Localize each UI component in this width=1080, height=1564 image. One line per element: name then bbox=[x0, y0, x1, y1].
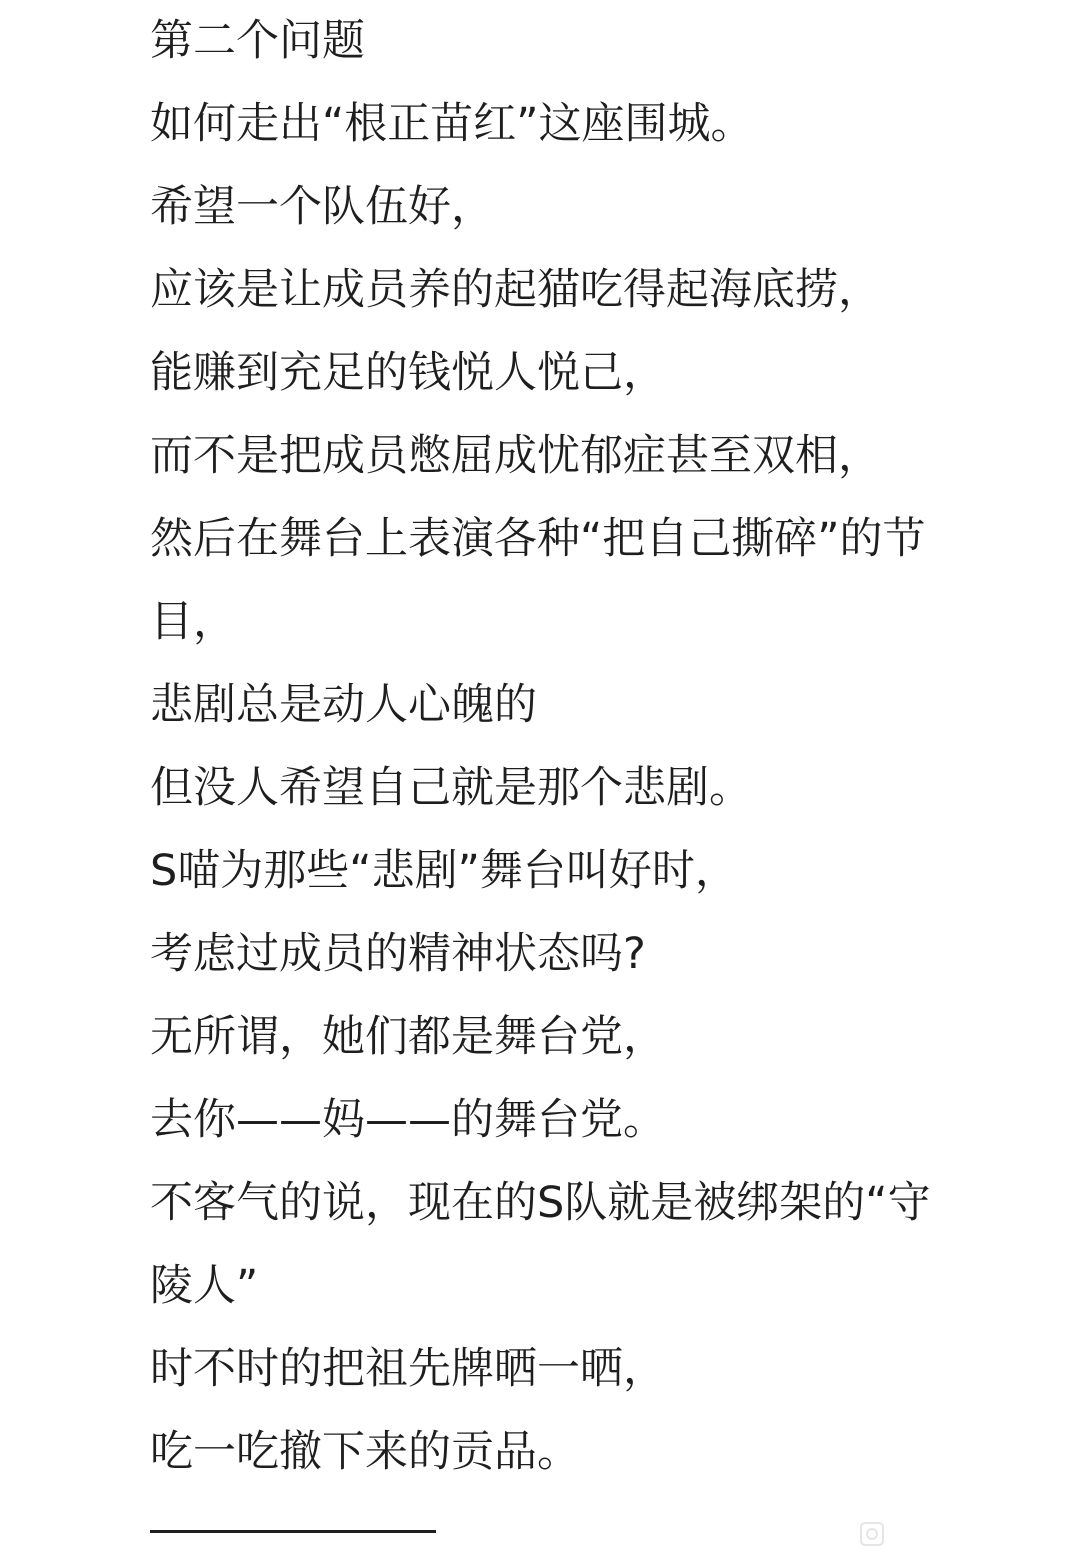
text-line: 第二个问题 bbox=[150, 16, 365, 66]
text-line: 时不时的把祖先牌晒一晒， bbox=[150, 1344, 666, 1394]
text-line: 陵人” bbox=[150, 1261, 259, 1311]
text-line: 吃一吃撤下来的贡品。 bbox=[150, 1427, 580, 1477]
divider bbox=[150, 1530, 436, 1533]
text-line: 悲剧总是动人心魄的 bbox=[150, 680, 537, 730]
text-line: 希望一个队伍好， bbox=[150, 182, 494, 232]
article-body bbox=[150, 0, 1050, 1494]
text-line: 应该是让成员养的起猫吃得起海底捞， bbox=[150, 265, 881, 315]
text-line: 但没人希望自己就是那个悲剧。 bbox=[150, 763, 752, 813]
text-line: 目， bbox=[150, 597, 236, 647]
text-line: 然后在舞台上表演各种“把自己撕碎”的节 bbox=[150, 514, 926, 564]
text-line: 去你——妈——的舞台党。 bbox=[150, 1095, 666, 1145]
text-line: 而不是把成员憋屈成忧郁症甚至双相， bbox=[150, 431, 881, 481]
watermark-icon bbox=[858, 1520, 886, 1548]
text-line: 不客气的说，现在的S队就是被绑架的“守 bbox=[150, 1178, 931, 1228]
text-line: 无所谓，她们都是舞台党， bbox=[150, 1012, 666, 1062]
text-line: S喵为那些“悲剧”舞台叫好时， bbox=[150, 846, 738, 896]
text-line: 考虑过成员的精神状态吗? bbox=[150, 929, 646, 979]
text-line: 如何走出“根正苗红”这座围城。 bbox=[150, 99, 754, 149]
text-line: 能赚到充足的钱悦人悦己， bbox=[150, 348, 666, 398]
